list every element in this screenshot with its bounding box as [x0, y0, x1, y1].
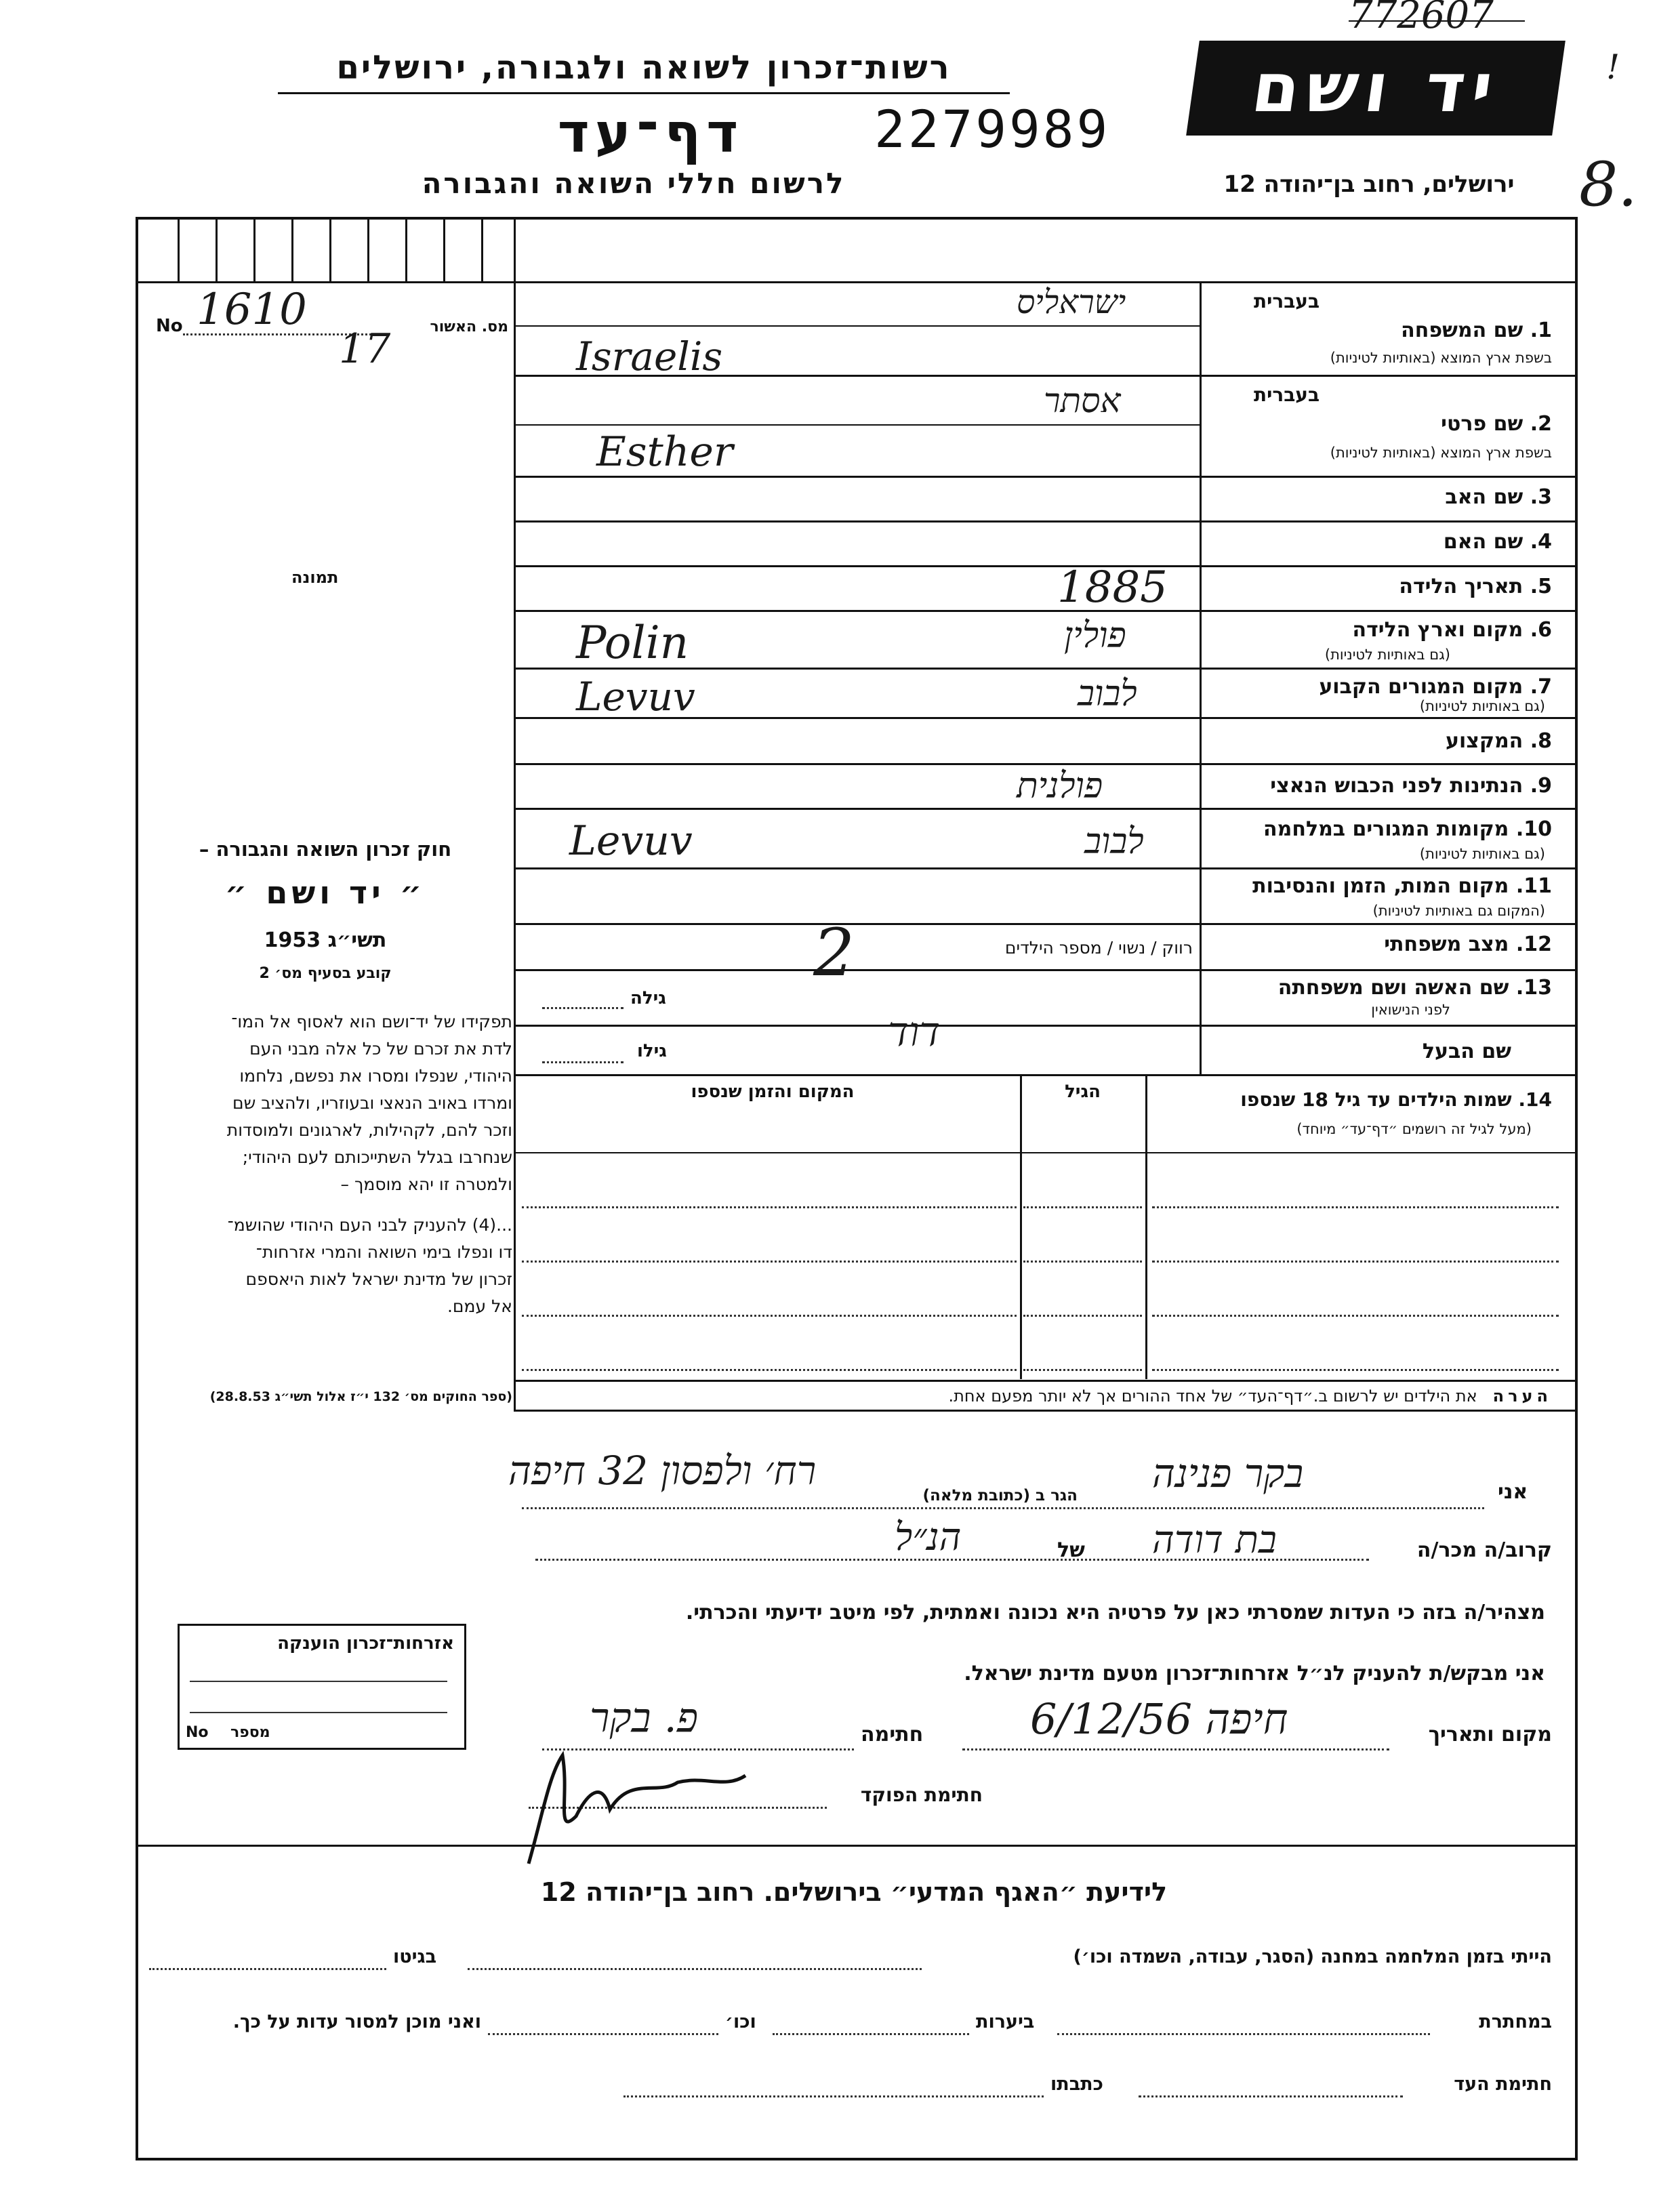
field10-value-latin[interactable]: Levuv — [569, 817, 693, 865]
field5-label: 5. תאריך הלידה — [1399, 575, 1552, 598]
form-number: 2279989 — [874, 99, 1111, 159]
decl-address-value[interactable]: רח׳ ולפסון 32 חיפה — [508, 1448, 817, 1494]
field6-label: 6. מקום וארץ הלידה — [1352, 618, 1552, 642]
registration-number: 1610 — [197, 285, 307, 335]
children-col-age — [1145, 1074, 1147, 1379]
top-scribble — [1349, 20, 1525, 22]
law-citation: (ספר החוקים מס׳ 132 י״ז אלול תשי״ג 28.8.53) — [209, 1389, 512, 1404]
yad-vashem-logo: יד ושם — [1186, 41, 1566, 136]
footer-witness-signature-label: חתימת העד — [1454, 2074, 1552, 2095]
footer-ghetto-label: בגיטו — [393, 1946, 437, 1967]
decl-place-date-label: מקום ותאריך — [1428, 1723, 1552, 1746]
field6-sublabel: (גם באותיות לטיניות) — [1324, 647, 1450, 663]
note-bottom-line — [514, 1410, 1575, 1412]
corner-mark-2: 8. — [1579, 149, 1637, 220]
header-address: ירושלים, רחוב בן־יהודה 12 — [1223, 171, 1515, 198]
decl-of-label: של — [1057, 1538, 1085, 1562]
law-text-line: היהודי, שנפלו ומסרו את נפשם, נלחמו — [239, 1066, 512, 1086]
law-text-line: אל עמם. — [447, 1296, 512, 1316]
photo-label: תמונה — [291, 568, 339, 587]
field5-value[interactable]: 1885 — [1057, 562, 1168, 613]
footer-underground-dots — [1057, 2033, 1430, 2035]
footer-address-dots — [623, 2095, 1044, 2097]
note — [522, 1387, 1552, 1406]
footer-witness-dots — [1139, 2095, 1403, 2097]
decl-relation-label: קרוב/ה מכר/ה — [1416, 1538, 1552, 1562]
footer-etc-label: וכו׳ — [725, 2011, 756, 2032]
field1-hebrew-label: בעברית — [1254, 290, 1320, 312]
field14-sublabel: (מעל לגיל זה רושמים ״דף־עד״ מיוחד) — [1296, 1121, 1532, 1137]
form-subtitle: לרשום חללי השואה והגבורה — [422, 167, 846, 200]
decl-signature-value[interactable]: פ. בקר — [590, 1694, 699, 1742]
field10-value-hebrew[interactable]: לבוב — [1084, 821, 1144, 862]
officer-signature-scribble — [502, 1735, 759, 1870]
footer-forests-dots — [773, 2033, 969, 2035]
citizenship-title: אזרחות־זכרון הוענקה — [277, 1633, 454, 1654]
footer-testify-label: ואני מוכן למסור עדות על כך. — [232, 2011, 481, 2032]
children-header-line — [514, 1152, 1575, 1153]
footer-divider — [136, 1845, 1575, 1847]
form-title: דף־עד — [557, 102, 744, 165]
law-text-line: דו ונפלו בימי השואה והמרי אזרחות־ — [255, 1242, 512, 1262]
field10-label: 10. מקומות המגורים במלחמה — [1263, 817, 1552, 841]
children-col-place — [1020, 1074, 1022, 1379]
field7-value-latin[interactable]: Levuv — [576, 674, 695, 720]
field11-label: 11. מקום המות, הזמן והנסיבות — [1252, 874, 1552, 898]
field1-sublabel: בשפת ארץ המוצא (באותיות לטיניות) — [1330, 350, 1552, 366]
decl-prefix: אני — [1498, 1480, 1528, 1504]
note-top-line — [514, 1380, 1575, 1382]
law-text-line: שנחרבו בגלל השתייכותם לעם היהודי; — [242, 1147, 512, 1167]
field12-label: 12. מצב משפחתי — [1384, 933, 1552, 956]
field9-label: 9. הנתינות לפני הכבוש הנאצי — [1270, 774, 1552, 798]
husband-label: שם הבעל — [1422, 1040, 1511, 1063]
handwritten-top-number: 772607 — [1349, 0, 1494, 37]
decl-signature-label: חתימה — [861, 1723, 924, 1746]
field1-value-hebrew[interactable]: ישראליס — [1017, 283, 1126, 321]
footer-address-label: כתבתו — [1050, 2074, 1103, 2095]
field2-sublabel: בשפת ארץ המוצא (באותיות לטיניות) — [1330, 445, 1552, 461]
field4-label: 4. שם האם — [1443, 530, 1552, 554]
field6-value-hebrew[interactable]: פולין — [1064, 615, 1126, 656]
footer-underground-label: במחתרת — [1479, 2011, 1552, 2032]
law-year: תשי״ג 1953 — [264, 928, 387, 952]
field1-label: 1. שם המשפחה — [1401, 319, 1552, 342]
field13-age-dots — [542, 1007, 623, 1009]
footer-camp-label: הייתי בזמן המלחמה במחנה (הסגר, עבודה, השמדה וכו׳) — [1073, 1946, 1552, 1967]
decl-of-value[interactable]: הנ״ל — [895, 1515, 962, 1559]
footer-ghetto-dots — [149, 1968, 386, 1970]
decl-relation-value[interactable]: בת דודה — [1152, 1518, 1277, 1562]
law-name: ״ יד ושם ״ — [224, 874, 426, 911]
field13-age-label: גילה — [630, 988, 666, 1008]
husband-age-label: גילו — [637, 1041, 667, 1061]
husband-age-dots — [542, 1061, 623, 1063]
field1-value-latin[interactable]: Israelis — [576, 333, 723, 380]
law-text-line: זכרון של מדינת ישראל לאות היאספם — [245, 1269, 512, 1289]
law-text-line: וזכר להם, לקהילות, לארגונים ולמוסדות — [226, 1120, 512, 1140]
footer-title: לידיעת ״האגף המדעי״ בירושלים. רחוב בן־יהודה 12 — [540, 1877, 1168, 1907]
law-text-line: ...(4) להעניק לבני העם היהודי שהושמ־ — [227, 1215, 512, 1235]
org-name: רשות־זכרון לשואה ולגבורה, ירושלים — [336, 49, 952, 87]
field14-age-col: הגיל — [1065, 1082, 1101, 1102]
decl-request: אני מבקש/ת להעניק לנ״ל אזרחות־זכרון מטעם מדינת ישראל. — [964, 1662, 1545, 1685]
org-underline — [278, 92, 1010, 94]
decl-name-value[interactable]: בקר פנינה — [1152, 1450, 1304, 1496]
law-text-line: תפקידו של יד־ושם הוא לאסוף אל המו־ — [231, 1012, 512, 1031]
citizenship-number-label: מספר — [230, 1724, 270, 1741]
field14-place-col: המקום והזמן שנספו — [691, 1082, 855, 1102]
field12-options: רווק / נשוי / מספר הילדים — [1004, 938, 1193, 958]
decl-statement: מצהיר/ה בזה כי העדות שמסרתי כאן על פרטיה היא נכונה ואמתית, לפי מיטב ידיעתי והכרתי. — [685, 1601, 1545, 1624]
top-strip-bottom — [136, 281, 1575, 283]
registration-label: מס. האשור — [430, 319, 508, 335]
citizenship-line1 — [190, 1681, 447, 1682]
field2-label: 2. שם פרטי — [1441, 412, 1552, 436]
citizenship-line2 — [190, 1712, 447, 1713]
footer-forests-label: ביערות — [976, 2011, 1035, 2032]
field7-value-hebrew[interactable]: לבוב — [1078, 674, 1137, 714]
law-text-line: ומרדו באויב הנאצי ובעוזריו, ולהציב שם — [232, 1093, 512, 1113]
registration-mark: 17 — [339, 325, 391, 373]
decl-place-date-value[interactable]: חיפה 6/12/56 — [1030, 1694, 1288, 1744]
law-clause: קובע בסעיף מס׳ 2 — [259, 965, 392, 982]
right-column-divider — [1200, 281, 1202, 1074]
field13-label: 13. שם האשה ושם משפחתה — [1277, 976, 1552, 1000]
field14-label: 14. שמות הילדים עד גיל 18 שנספו — [1240, 1088, 1552, 1111]
officer-signature-stroke — [529, 1755, 745, 1864]
field10-sublabel: (גם באותיות לטיניות) — [1419, 846, 1545, 862]
footer-camp-dots — [468, 1968, 922, 1970]
field2-value-latin[interactable]: Esther — [596, 428, 733, 476]
field9-value[interactable]: פולנית — [1017, 766, 1103, 806]
left-column-divider — [514, 217, 516, 1410]
field13-value[interactable]: דוד — [888, 1008, 941, 1056]
field13-sublabel: לפני הנישואין — [1371, 1002, 1450, 1018]
decl-line1-dots — [522, 1507, 1484, 1509]
decl-place-date-dots — [962, 1748, 1389, 1750]
field7-label: 7. מקום המגורים הקבוע — [1319, 675, 1552, 699]
field3-label: 3. שם האב — [1445, 485, 1552, 509]
no-label: No — [156, 316, 183, 336]
field7-sublabel: (גם באותיות לטיניות) — [1419, 698, 1545, 714]
field2-value-hebrew[interactable]: אסתר — [1044, 381, 1121, 420]
corner-mark-1: ! — [1606, 47, 1620, 87]
officer-signature-label: חתימת הפוקד — [860, 1784, 983, 1806]
footer-etc-dots — [488, 2033, 718, 2035]
law-text — [142, 1008, 512, 1320]
law-text-line: לדת את זכרם של כל אלה מבני העם — [249, 1039, 512, 1059]
field2-hebrew-label: בעברית — [1254, 384, 1320, 406]
note-label: הערה — [1492, 1387, 1552, 1406]
citizenship-no-label: No — [186, 1724, 209, 1741]
field11-sublabel: (המקום גם באותיות לטיניות) — [1372, 903, 1545, 919]
field8-label: 8. המקצוע — [1445, 729, 1552, 753]
field6-value-latin[interactable]: Polin — [576, 617, 689, 669]
law-title: חוק זכרון השואה והגבורה – — [199, 838, 452, 861]
law-text-line: ולמטרה זו יהא מוסמך – — [340, 1174, 512, 1194]
note-text: את הילדים יש לרשום ב.״דף־העד״ של אחד ההורים אך לא יותר מפעם אחת. — [948, 1387, 1477, 1406]
decl-address-label: הגר ב (כתובת מלאה) — [922, 1487, 1078, 1504]
field12-value[interactable]: 2 — [813, 915, 855, 991]
